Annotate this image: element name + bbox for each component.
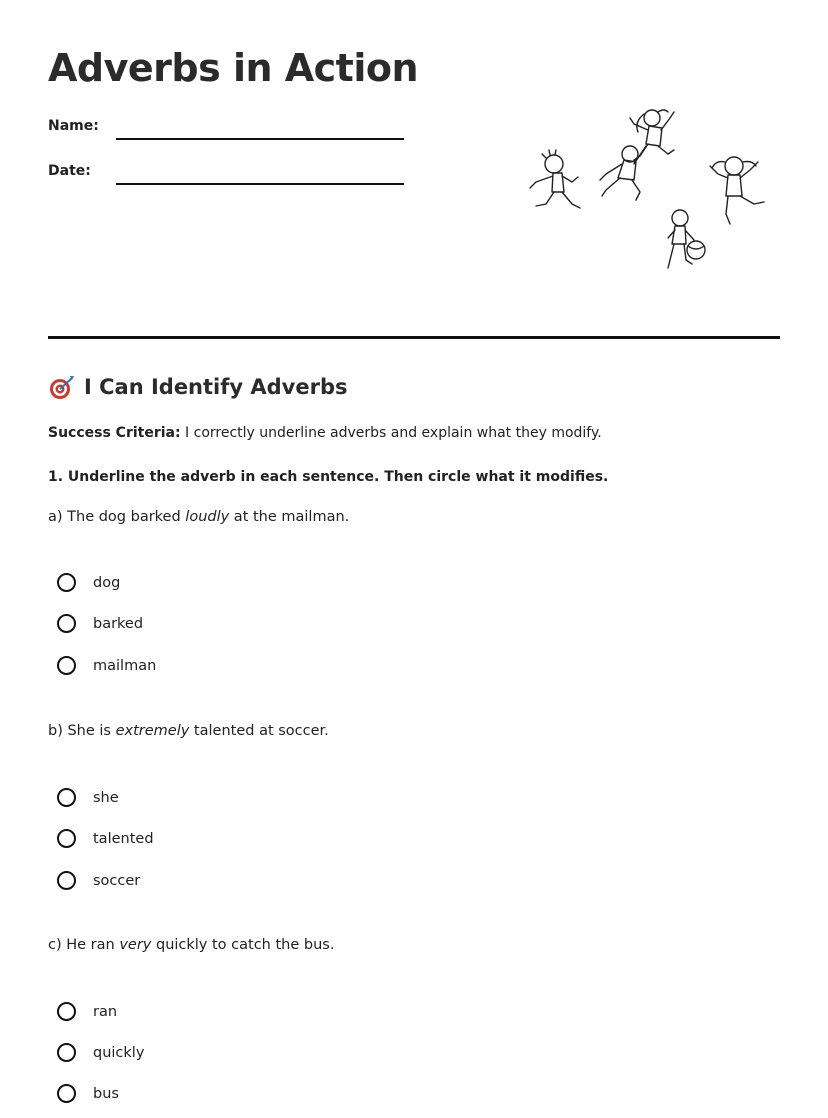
name-line[interactable] (116, 138, 404, 140)
option-label: mailman (93, 657, 157, 674)
radio-circle[interactable] (57, 1084, 76, 1103)
radio-circle[interactable] (57, 573, 76, 592)
option-label: ran (93, 1003, 118, 1020)
section-heading (48, 374, 347, 400)
option-label: talented (93, 830, 154, 847)
target-icon (48, 374, 76, 400)
running-child-figure (710, 157, 764, 224)
section-divider (48, 336, 780, 339)
adverb-word: extremely (115, 723, 190, 739)
running-child-figure (630, 110, 674, 160)
option-item[interactable] (57, 573, 120, 592)
option-item[interactable] (57, 1002, 117, 1021)
sentence-a (48, 509, 349, 525)
option-item[interactable] (57, 1043, 144, 1062)
worksheet-title: Adverbs in Action (48, 46, 419, 90)
radio-circle[interactable] (57, 1002, 76, 1021)
running-child-figure (530, 150, 580, 208)
option-label: soccer (93, 872, 141, 889)
option-label: quickly (93, 1044, 145, 1061)
radio-circle[interactable] (57, 1043, 76, 1062)
option-item[interactable] (57, 871, 140, 890)
adverb-word: very (119, 937, 152, 953)
option-item[interactable] (57, 788, 119, 807)
option-label: bus (93, 1085, 119, 1102)
sentence-c (48, 937, 334, 953)
sentence-text: c) He ran (48, 937, 120, 953)
date-line[interactable] (116, 183, 404, 185)
children-running-illustration (522, 104, 772, 276)
sentence-b (48, 723, 329, 739)
success-criteria (48, 425, 602, 441)
question-instruction: 1. Underline the adverb in each sentence. Then circle what it modifies. (48, 469, 609, 485)
option-item[interactable] (57, 656, 156, 675)
radio-circle[interactable] (57, 829, 76, 848)
option-label: she (93, 789, 119, 806)
option-item[interactable] (57, 829, 154, 848)
radio-circle[interactable] (57, 788, 76, 807)
adverb-word: loudly (185, 509, 230, 525)
sentence-text: quickly to catch the bus. (151, 937, 335, 953)
sentence-text: b) She is (48, 723, 116, 739)
sentence-text: talented at soccer. (189, 723, 329, 739)
radio-circle[interactable] (57, 614, 76, 633)
criteria-label: Success Criteria: (48, 425, 181, 441)
option-label: dog (93, 574, 121, 591)
sentence-text: at the mailman. (229, 509, 350, 525)
name-label: Name: (48, 118, 99, 134)
criteria-text: I correctly underline adverbs and explain what they modify. (180, 425, 602, 441)
sentence-text: a) The dog barked (48, 509, 186, 525)
option-item[interactable] (57, 1084, 119, 1103)
option-item[interactable] (57, 614, 143, 633)
radio-circle[interactable] (57, 871, 76, 890)
running-child-figure (668, 210, 705, 268)
date-label: Date: (48, 163, 91, 179)
radio-circle[interactable] (57, 656, 76, 675)
running-child-figure (600, 146, 646, 200)
option-label: barked (93, 615, 144, 632)
section-title: I Can Identify Adverbs (84, 375, 348, 399)
